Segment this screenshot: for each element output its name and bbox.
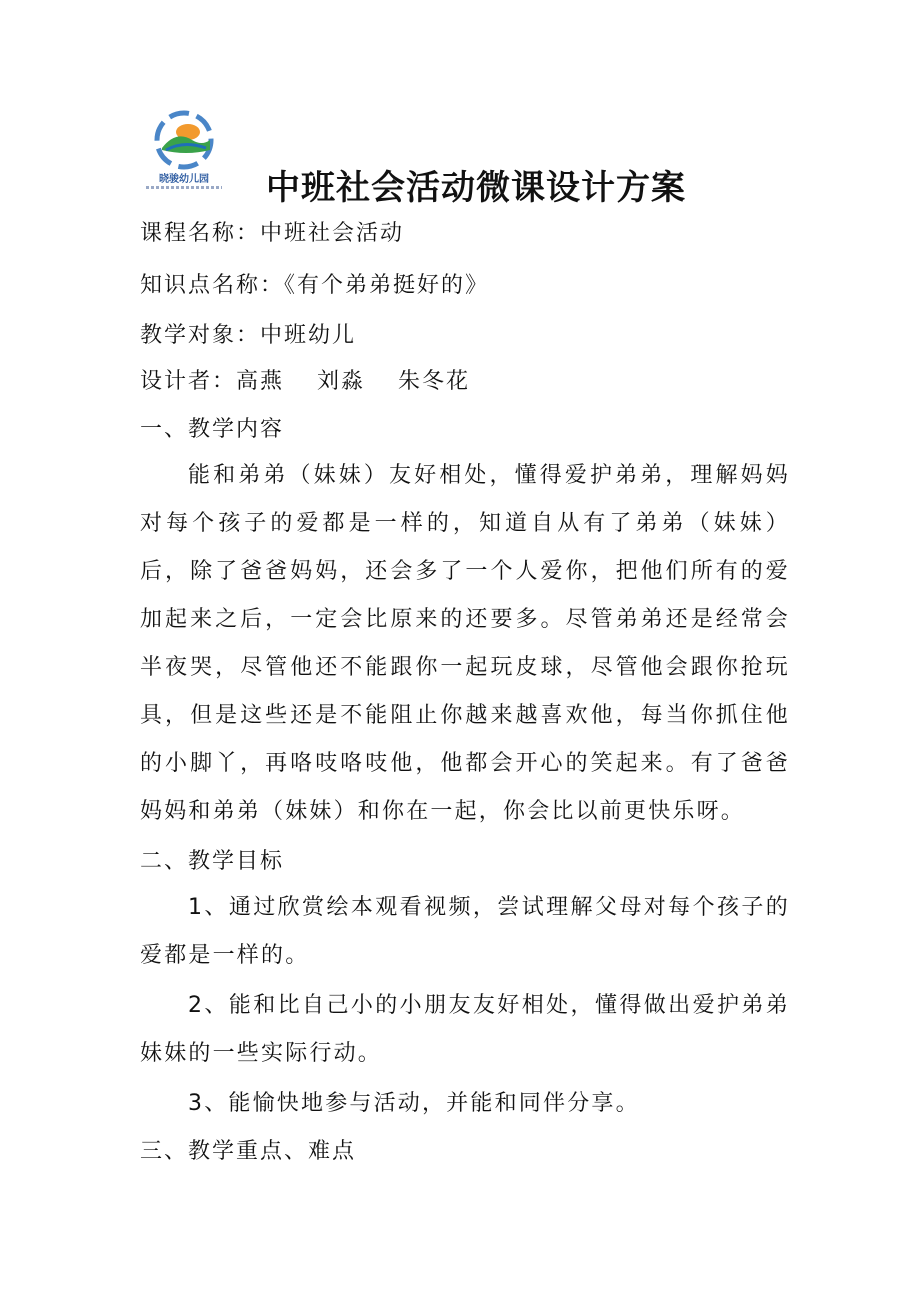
logo-text: 晓骏幼儿园 [159,174,209,185]
goal-2-paragraph: 2、能和比自己小的小朋友友好相处，懂得做出爱护弟弟妹妹的一些实际行动。 [140,993,790,1066]
section-heading-key-points: 三、教学重点、难点 [140,1139,357,1164]
content-paragraph: 能和弟弟（妹妹）友好相处，懂得爱护弟弟，理解妈妈对每个孩子的爱都是一样的，知道自从有了弟弟（妹妹）后，除了爸爸妈妈，还会多了一个人爱你，把他们所有的爱加起来之后，一定会比原来的还要多。尽管弟弟还是经常会半夜哭，尽管他还不能跟你一起玩皮球，尽管他会跟你抢玩具，但是这些还是不能阻止你越来越喜欢他，每当你抓住他的小脚丫，再咯吱咯吱他，他都会开心的笑起来。有了爸爸妈妈和弟弟（妹妹）和你在一起，你会比以前更快乐呀。 [140,463,790,824]
audience-line: 教学对象：中班幼儿 [140,323,357,348]
kindergarten-logo [136,110,232,194]
section-heading-goals: 二、教学目标 [140,849,285,874]
designers-line: 设计者：高燕 刘淼 朱冬花 [140,369,470,394]
document-title: 中班社会活动微课设计方案 [266,168,686,208]
logo-emblem-icon [136,110,232,172]
course-name-line: 课程名称：中班社会活动 [140,221,405,246]
goal-1-paragraph: 1、通过欣赏绘本观看视频，尝试理解父母对每个孩子的爱都是一样的。 [140,895,790,968]
logo-subtext-decoration [146,186,222,189]
section-heading-content: 一、教学内容 [140,417,285,442]
goal-3-paragraph: 3、能愉快地参与活动，并能和同伴分享。 [188,1091,640,1116]
knowledge-point-line: 知识点名称：《有个弟弟挺好的》 [140,273,490,298]
